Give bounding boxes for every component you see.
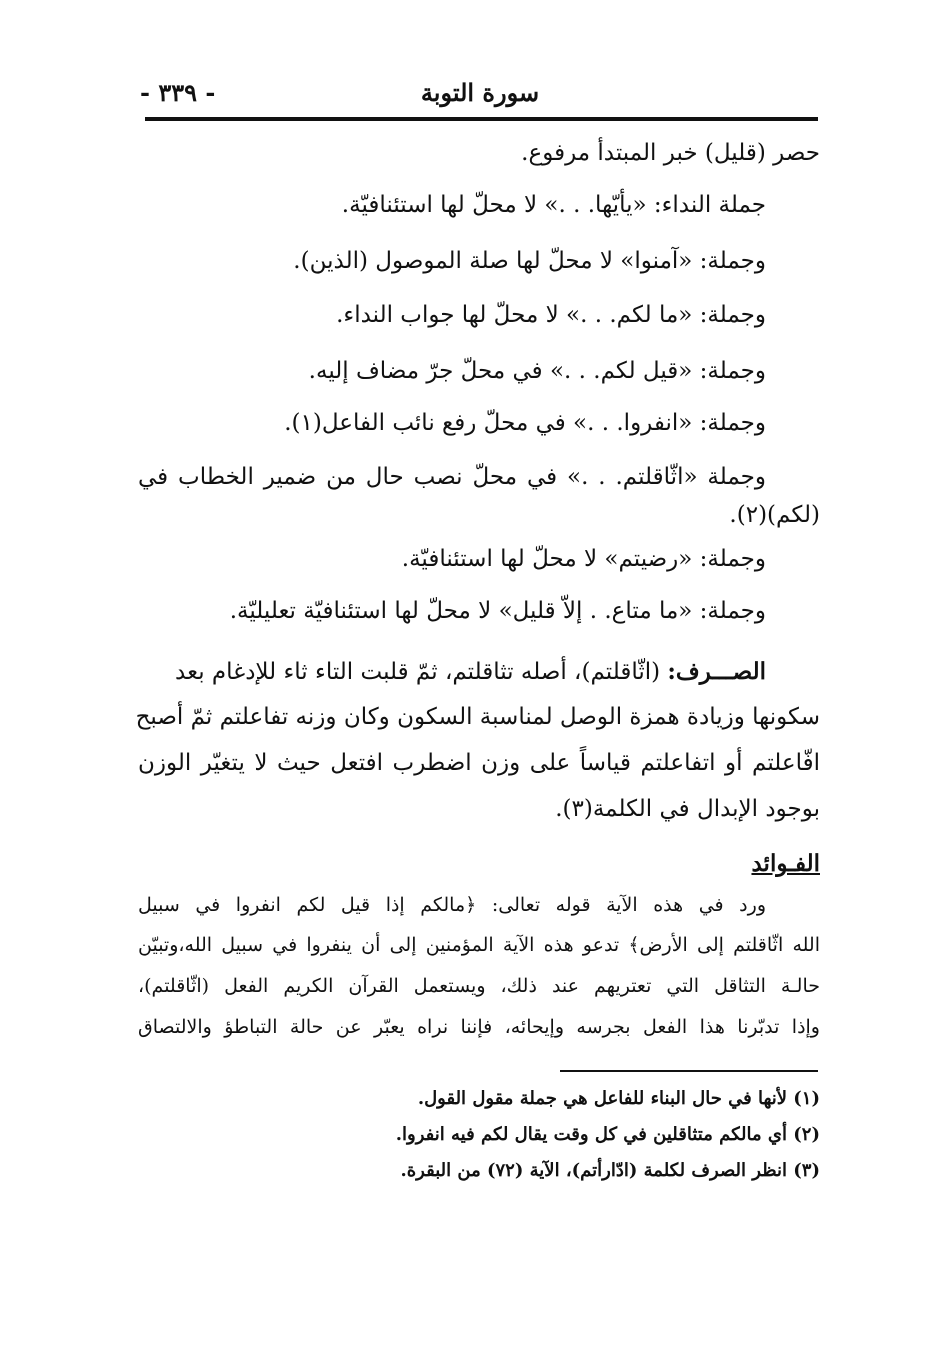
sarf-label: الصـــرف: [667,658,766,685]
irab-line-8: وجملة: «رضيتم» لا محلّ لها استئنافيّة. [401,546,766,572]
running-title: سورة التوبة [420,78,540,107]
footnote-rule [560,1070,818,1072]
irab-line-6: وجملة: «انفروا. . .» في محلّ رفع نائب الفاعل(١). [284,410,766,436]
irab-line-1: حصر (قليل) خبر المبتدأ مرفوع. [521,140,820,166]
fawaid-line-1: ورد في هذه الآية قوله تعالى: ﴿مالكم إذا قيل لكم انفروا في سبيل [138,894,766,916]
fawaid-heading: الفـوائد [751,850,820,877]
footnote-1: (١) لأنها في حال البناء للفاعل هي جملة مقول القول. [417,1088,820,1109]
sarf-line-2: سكونها وزيادة همزة الوصل لمناسبة السكون وكان وزنه تفاعلتم ثمّ أصبح [135,704,820,730]
irab-line-4: وجملة: «ما لكم. . .» لا محلّ لها جواب النداء. [336,302,766,328]
sarf-line-1: (اثّاقلتم)، أصله تثاقلتم، ثمّ قلبت التاء ثاء للإدغام بعد [175,659,661,685]
fawaid-line-3: حالـة التثاقل التي تعتريهم عند ذلك، ويستعمل القرآن الكريم الفعل (اثّاقلتم)، [138,975,820,997]
page-header [140,72,820,122]
irab-line-3: وجملة: «آمنوا» لا محلّ لها صلة الموصول (الذين). [293,248,766,274]
header-rule [145,117,818,121]
irab-line-7a: وجملة «اثّاقلتم. . .» في محلّ نصب حال من ضمير الخطاب في [138,464,766,490]
footnote-3: (٣) انظر الصرف لكلمة (ادّارأتم)، الآية (٧٢) من البقرة. [400,1160,820,1181]
fawaid-line-4: وإذا تدبّرنا هذا الفعل بجرسه وإيحائه، فإننا نراه يعبّر عن حالة التباطؤ والالتصاق [138,1016,820,1038]
sarf-line-3: افّاعلتم أو اتفاعلتم قياساً على وزن اضطرب افتعل حيث لا يتغيّر الوزن [138,750,820,776]
footnote-2: (٢) أي مالكم متثاقلين في كل وقت يقال لكم فيه انفروا. [395,1124,820,1145]
page-number: - ٣٣٩ - [140,78,216,107]
sarf-line-4: بوجود الإبدال في الكلمة(٣). [555,796,820,822]
sarf-line-1-wrap [175,658,766,685]
irab-line-7b: (لكم)(٢). [729,502,820,528]
fawaid-line-2: الله اثّاقلتم إلى الأرض﴾ تدعو هذه الآية المؤمنين إلى أن ينفروا في سبيل الله،وتبيّن [138,934,820,956]
irab-line-9: وجملة: «ما متاع. . إلاّ قليل» لا محلّ لها استئنافيّة تعليليّة. [229,598,766,624]
irab-line-5: وجملة: «قيل لكم. . .» في محلّ جرّ مضاف إليه. [308,358,766,384]
irab-line-2: جملة النداء: «يأيّها. . .» لا محلّ لها استئنافيّة. [341,192,766,218]
